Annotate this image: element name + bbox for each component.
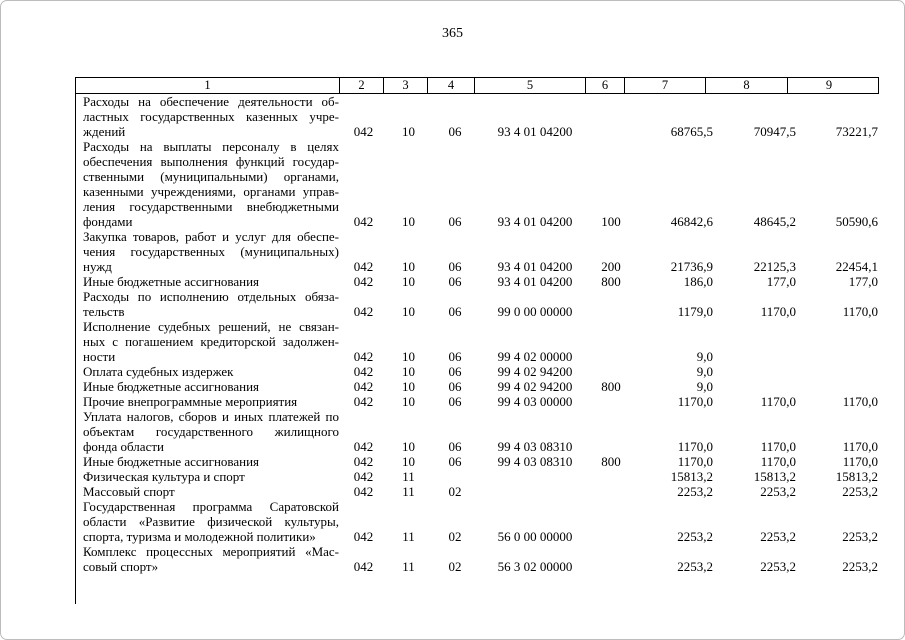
column-header-9: 9 xyxy=(825,78,833,92)
column-header-3: 3 xyxy=(384,78,428,93)
cell-expense-type: 800 xyxy=(601,274,621,289)
cell-subsection: 06 xyxy=(448,259,462,274)
table-row xyxy=(76,499,879,544)
cell-amount-year1: 186,0 xyxy=(683,274,713,289)
column-header-6: 6 xyxy=(586,78,625,93)
cell-subsection: 02 xyxy=(448,559,462,574)
cell-target-article: 99 4 03 08310 xyxy=(497,439,573,454)
column-header-1: 1 xyxy=(76,78,340,93)
description-line: фонда области xyxy=(83,439,164,454)
cell-amount-year2: 1170,0 xyxy=(760,439,796,454)
column-header-7: 7 xyxy=(625,78,706,93)
table-row xyxy=(76,319,879,364)
row-description xyxy=(76,454,341,469)
cell-amount-year3: 1170,0 xyxy=(842,439,878,454)
table-row xyxy=(76,379,879,394)
cell-section: 10 xyxy=(402,454,415,469)
description-line: нужд xyxy=(83,259,112,274)
description-line: ных с погашением кредиторской задолжен- xyxy=(83,334,339,349)
cell-subsection: 06 xyxy=(448,214,462,229)
row-description xyxy=(76,379,341,394)
table-row xyxy=(76,94,879,139)
description-line: Комплекс процессных мероприятий «Мас- xyxy=(83,544,339,559)
cell-amount-year1: 2253,2 xyxy=(677,529,713,544)
description-line: Массовый спорт xyxy=(83,484,175,499)
description-line: Уплата налогов, сборов и иных платежей по xyxy=(83,409,339,424)
cell-grbs-code: 042 xyxy=(353,274,374,289)
description-line: совый спорт» xyxy=(83,559,159,574)
cell-grbs-code: 042 xyxy=(353,454,374,469)
table-header-row xyxy=(75,77,879,94)
cell-amount-year3: 1170,0 xyxy=(842,304,878,319)
cell-subsection: 06 xyxy=(448,304,462,319)
cell-section: 10 xyxy=(402,124,415,139)
column-header-4: 4 xyxy=(428,78,475,93)
description-line: чения государственных (муниципальных) xyxy=(83,244,339,259)
description-line: Иные бюджетные ассигнования xyxy=(83,274,260,289)
cell-target-article: 99 0 00 00000 xyxy=(497,304,573,319)
cell-amount-year3: 1170,0 xyxy=(842,454,878,469)
cell-grbs-code: 042 xyxy=(353,379,374,394)
cell-section: 11 xyxy=(402,559,415,574)
description-line: тельств xyxy=(83,304,125,319)
cell-grbs-code: 042 xyxy=(353,394,374,409)
cell-subsection: 06 xyxy=(448,394,462,409)
row-description xyxy=(76,364,341,379)
row-description xyxy=(76,94,341,139)
cell-amount-year3: 2253,2 xyxy=(842,559,878,574)
cell-subsection: 06 xyxy=(448,364,462,379)
description-line: Расходы на выплаты персоналу в целях xyxy=(83,139,339,154)
cell-amount-year1: 1179,0 xyxy=(677,304,713,319)
description-line: ления государственными внебюджетными xyxy=(83,199,339,214)
table-row xyxy=(76,544,879,574)
table-row xyxy=(76,409,879,454)
description-line: спорта, туризма и молодежной политики» xyxy=(83,529,316,544)
cell-amount-year1: 2253,2 xyxy=(677,559,713,574)
row-description xyxy=(76,139,341,229)
description-line: фондами xyxy=(83,214,133,229)
table-row xyxy=(76,484,879,499)
description-line: Расходы на обеспечение деятельности об- xyxy=(83,94,339,109)
table-row xyxy=(76,274,879,289)
column-header-2: 2 xyxy=(340,78,384,93)
cell-target-article: 93 4 01 04200 xyxy=(497,214,573,229)
cell-grbs-code: 042 xyxy=(353,529,374,544)
cell-subsection: 06 xyxy=(448,274,462,289)
cell-target-article: 56 3 02 00000 xyxy=(497,559,573,574)
cell-amount-year2: 15813,2 xyxy=(753,469,796,484)
page-number: 365 xyxy=(442,26,463,41)
description-line: объектам государственного жилищного xyxy=(83,424,339,439)
description-line: ждений xyxy=(83,124,126,139)
budget-table xyxy=(75,77,879,604)
table-row xyxy=(76,139,879,229)
description-line: ности xyxy=(83,349,116,364)
cell-section: 10 xyxy=(402,214,415,229)
cell-target-article: 99 4 03 08310 xyxy=(497,454,573,469)
cell-section: 10 xyxy=(402,259,415,274)
cell-amount-year1: 68765,5 xyxy=(670,124,713,139)
row-description xyxy=(76,289,341,319)
description-line: ственными (муниципальными) органами, xyxy=(83,169,339,184)
cell-grbs-code: 042 xyxy=(353,214,374,229)
column-header-5: 5 xyxy=(475,78,586,93)
cell-amount-year2: 22125,3 xyxy=(753,259,796,274)
cell-grbs-code: 042 xyxy=(353,349,374,364)
row-description xyxy=(76,409,341,454)
cell-section: 10 xyxy=(402,349,415,364)
cell-subsection: 06 xyxy=(448,454,462,469)
cell-section: 11 xyxy=(402,469,415,484)
cell-amount-year1: 9,0 xyxy=(696,379,713,394)
description-line: обеспечения выполнения функций государ- xyxy=(83,154,339,169)
cell-amount-year3: 1170,0 xyxy=(842,394,878,409)
cell-amount-year1: 9,0 xyxy=(696,349,713,364)
cell-target-article: 99 4 03 00000 xyxy=(497,394,573,409)
cell-target-article: 56 0 00 00000 xyxy=(497,529,573,544)
cell-section: 10 xyxy=(402,304,415,319)
row-description xyxy=(76,499,341,544)
cell-target-article: 99 4 02 94200 xyxy=(497,379,573,394)
cell-grbs-code: 042 xyxy=(353,259,374,274)
cell-expense-type: 800 xyxy=(601,454,621,469)
cell-expense-type: 100 xyxy=(601,214,621,229)
cell-amount-year1: 1170,0 xyxy=(677,439,713,454)
cell-amount-year2: 1170,0 xyxy=(760,394,796,409)
row-description xyxy=(76,469,341,484)
cell-amount-year3: 50590,6 xyxy=(835,214,878,229)
description-line: Закупка товаров, работ и услуг для обеспе- xyxy=(83,229,339,244)
cell-amount-year1: 2253,2 xyxy=(677,484,713,499)
row-description xyxy=(76,229,341,274)
table-row xyxy=(76,364,879,379)
cell-section: 10 xyxy=(402,379,415,394)
cell-section: 10 xyxy=(402,364,415,379)
cell-amount-year2: 2253,2 xyxy=(760,559,796,574)
description-line: Исполнение судебных решений, не связан- xyxy=(83,319,339,334)
cell-amount-year3: 15813,2 xyxy=(835,469,878,484)
cell-grbs-code: 042 xyxy=(353,124,374,139)
cell-amount-year1: 46842,6 xyxy=(670,214,713,229)
cell-section: 11 xyxy=(402,484,415,499)
cell-amount-year2: 2253,2 xyxy=(760,484,796,499)
description-line: Оплата судебных издержек xyxy=(83,364,234,379)
column-header-8: 8 xyxy=(706,78,788,93)
cell-section: 11 xyxy=(402,529,415,544)
description-line: ластных государственных казенных учре- xyxy=(83,109,339,124)
row-description xyxy=(76,484,341,499)
description-line: Прочие внепрограммные мероприятия xyxy=(83,394,298,409)
cell-amount-year3: 177,0 xyxy=(848,274,878,289)
description-line: Государственная программа Саратовской xyxy=(83,499,339,514)
cell-amount-year3: 22454,1 xyxy=(835,259,878,274)
cell-subsection: 02 xyxy=(448,529,462,544)
table-body xyxy=(75,94,879,604)
cell-amount-year1: 9,0 xyxy=(696,364,713,379)
cell-grbs-code: 042 xyxy=(353,469,374,484)
table-row xyxy=(76,469,879,484)
cell-amount-year2: 1170,0 xyxy=(760,454,796,469)
cell-target-article: 93 4 01 04200 xyxy=(497,274,573,289)
cell-subsection: 06 xyxy=(448,439,462,454)
cell-amount-year2: 70947,5 xyxy=(753,124,796,139)
row-description xyxy=(76,544,341,574)
cell-amount-year3: 2253,2 xyxy=(842,529,878,544)
cell-amount-year2: 2253,2 xyxy=(760,529,796,544)
cell-amount-year1: 1170,0 xyxy=(677,454,713,469)
row-description xyxy=(76,394,341,409)
cell-expense-type: 200 xyxy=(601,259,621,274)
cell-section: 10 xyxy=(402,439,415,454)
description-line: Физическая культура и спорт xyxy=(83,469,245,484)
cell-target-article: 93 4 01 04200 xyxy=(497,259,573,274)
description-line: Иные бюджетные ассигнования xyxy=(83,454,260,469)
cell-target-article: 99 4 02 94200 xyxy=(497,364,573,379)
cell-amount-year1: 15813,2 xyxy=(670,469,713,484)
cell-grbs-code: 042 xyxy=(353,439,374,454)
cell-amount-year2: 1170,0 xyxy=(760,304,796,319)
cell-expense-type: 800 xyxy=(601,379,621,394)
table-row xyxy=(76,289,879,319)
cell-grbs-code: 042 xyxy=(353,364,374,379)
cell-target-article: 99 4 02 00000 xyxy=(497,349,573,364)
description-line: Расходы по исполнению отдельных обяза- xyxy=(83,289,339,304)
cell-amount-year3: 73221,7 xyxy=(835,124,878,139)
cell-grbs-code: 042 xyxy=(353,559,374,574)
cell-grbs-code: 042 xyxy=(353,484,374,499)
cell-amount-year3: 2253,2 xyxy=(842,484,878,499)
cell-subsection: 06 xyxy=(448,124,462,139)
cell-section: 10 xyxy=(402,394,415,409)
cell-section: 10 xyxy=(402,274,415,289)
row-description xyxy=(76,319,341,364)
table-row xyxy=(76,454,879,469)
description-line: области «Развитие физической культуры, xyxy=(83,514,339,529)
cell-subsection: 02 xyxy=(448,484,462,499)
cell-amount-year1: 21736,9 xyxy=(670,259,713,274)
description-line: Иные бюджетные ассигнования xyxy=(83,379,260,394)
table-row xyxy=(76,394,879,409)
cell-subsection: 06 xyxy=(448,379,462,394)
cell-target-article: 93 4 01 04200 xyxy=(497,124,573,139)
cell-amount-year1: 1170,0 xyxy=(677,394,713,409)
description-line: казенными учреждениями, органами управ- xyxy=(83,184,339,199)
cell-amount-year2: 177,0 xyxy=(766,274,796,289)
row-description xyxy=(76,274,341,289)
cell-subsection: 06 xyxy=(448,349,462,364)
table-row xyxy=(76,229,879,274)
cell-grbs-code: 042 xyxy=(353,304,374,319)
cell-amount-year2: 48645,2 xyxy=(753,214,796,229)
